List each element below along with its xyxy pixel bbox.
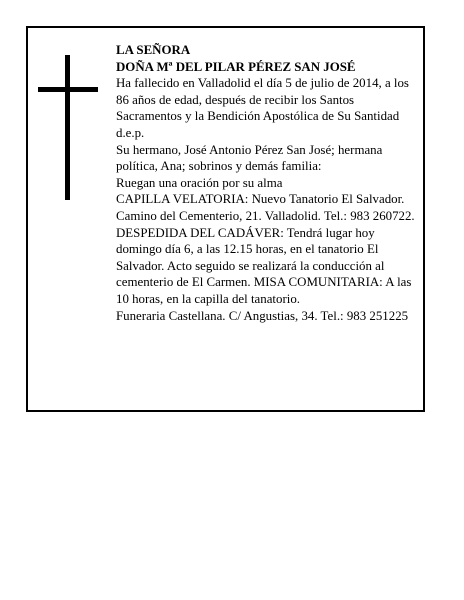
family-members: Su hermano, José Antonio Pérez San José; hermana política, Ana; sobrinos y demás familia: — [116, 142, 383, 174]
notice-text — [116, 42, 420, 324]
notice-title: LA SEÑORA — [116, 43, 191, 57]
prayer-request: Ruegan una oración por su alma — [116, 175, 283, 190]
obituary-notice — [26, 26, 425, 412]
deceased-name: DOÑA Mª DEL PILAR PÉREZ SAN JOSÉ — [116, 59, 356, 74]
cross-vertical-bar — [65, 55, 70, 200]
cross-icon — [38, 55, 98, 200]
chapel-details: CAPILLA VELATORIA: Nuevo Tanatorio El Salvador. Camino del Cementerio, 21. Valladolid. Tel.: 983 260722. — [116, 192, 415, 223]
funeral-home-details: Funeraria Castellana. C/ Angustias, 34. Tel.: 983 251225 — [116, 308, 409, 323]
cross-horizontal-bar — [38, 87, 98, 92]
death-announcement: Ha fallecido en Valladolid el día 5 de julio de 2014, a los 86 años de edad, después de recibir los Santos Sacramentos y la Bendición Apostólica de Su Santidad d.e.p. — [116, 76, 409, 140]
farewell-details: DESPEDIDA DEL CADÁVER: Tendrá lugar hoy domingo día 6, a las 12.15 horas, en el tanatorio El Salvador. Acto seguido se realizará la conducción al cementerio de El Carmen. MISA COMUNITARIA: A las 10 horas, en la capilla del tanatorio. — [116, 225, 412, 306]
